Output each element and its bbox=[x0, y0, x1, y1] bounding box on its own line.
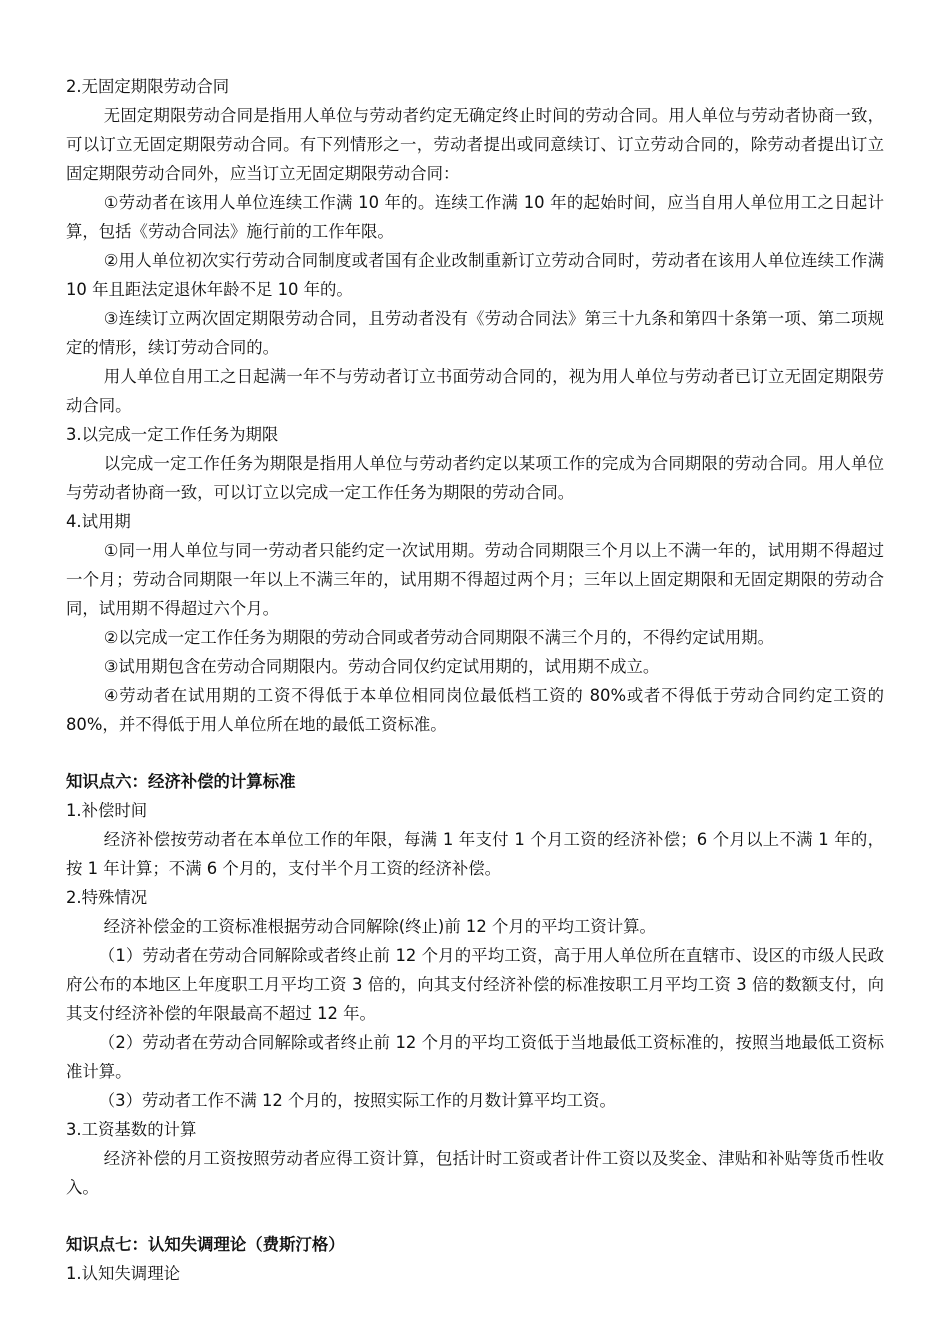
list-item: ②以完成一定工作任务为期限的劳动合同或者劳动合同期限不满三个月的，不得约定试用期。 bbox=[103, 628, 775, 647]
subheading-cognitive-dissonance: 1.认知失调理论 bbox=[66, 1264, 180, 1283]
paragraph: 用人单位自用工之日起满一年不与劳动者订立书面劳动合同的，视为用人单位与劳动者已订立无固定期限劳动合同。 bbox=[66, 367, 884, 415]
section-title-six: 知识点六：经济补偿的计算标准 bbox=[66, 772, 296, 791]
list-item: ③试用期包含在劳动合同期限内。劳动合同仅约定试用期的，试用期不成立。 bbox=[103, 657, 660, 676]
paragraph: 经济补偿按劳动者在本单位工作的年限，每满 1 年支付 1 个月工资的经济补偿；6 个月以上不满 1 年的，按 1 年计算；不满 6 个月的，支付半个月工资的经济补偿。 bbox=[66, 830, 884, 878]
paragraph: 无固定期限劳动合同是指用人单位与劳动者约定无确定终止时间的劳动合同。用人单位与劳动者协商一致，可以订立无固定期限劳动合同。有下列情形之一，劳动者提出或同意续订、订立劳动合同的，除劳动者提出订立固定期限劳动合同外，应当订立无固定期限劳动合同： bbox=[66, 106, 884, 183]
section-spacer bbox=[66, 1202, 884, 1230]
numbered-item: （1）劳动者在劳动合同解除或者终止前 12 个月的平均工资，高于用人单位所在直辖市、设区的市级人民政府公布的本地区上年度职工月平均工资 3 倍的，向其支付经济补偿的标准按职工月平均工资 3 倍的数额支付，向其支付经济补偿的年限最高不超过 12 年。 bbox=[66, 946, 884, 1023]
subheading-probation: 4.试用期 bbox=[66, 512, 131, 531]
subheading-task-term: 3.以完成一定工作任务为期限 bbox=[66, 425, 279, 444]
paragraph: 经济补偿的月工资按照劳动者应得工资计算，包括计时工资或者计件工资以及奖金、津贴和补贴等货币性收入。 bbox=[66, 1149, 884, 1197]
list-item: ①同一用人单位与同一劳动者只能约定一次试用期。劳动合同期限三个月以上不满一年的，试用期不得超过一个月；劳动合同期限一年以上不满三年的，试用期不得超过两个月；三年以上固定期限和无固定期限的劳动合同，试用期不得超过六个月。 bbox=[66, 541, 884, 618]
numbered-item: （3）劳动者工作不满 12 个月的，按照实际工作的月数计算平均工资。 bbox=[98, 1091, 616, 1110]
numbered-item: （2）劳动者在劳动合同解除或者终止前 12 个月的平均工资低于当地最低工资标准的，按照当地最低工资标准计算。 bbox=[66, 1033, 884, 1081]
list-item: ②用人单位初次实行劳动合同制度或者国有企业改制重新订立劳动合同时，劳动者在该用人单位连续工作满 10 年且距法定退休年龄不足 10 年的。 bbox=[66, 251, 884, 299]
section-spacer bbox=[66, 739, 884, 767]
list-item: ④劳动者在试用期的工资不得低于本单位相同岗位最低档工资的 80%或者不得低于劳动合同约定工资的 80%，并不得低于用人单位所在地的最低工资标准。 bbox=[66, 686, 884, 734]
list-item: ①劳动者在该用人单位连续工作满 10 年的。连续工作满 10 年的起始时间，应当自用人单位用工之日起计算，包括《劳动合同法》施行前的工作年限。 bbox=[66, 193, 884, 241]
subheading-special-cases: 2.特殊情况 bbox=[66, 888, 148, 907]
subheading-fixed-term: 2.无固定期限劳动合同 bbox=[66, 77, 230, 96]
list-item: ③连续订立两次固定期限劳动合同，且劳动者没有《劳动合同法》第三十九条和第四十条第一项、第二项规定的情形，续订劳动合同的。 bbox=[66, 309, 884, 357]
section-title-seven: 知识点七：认知失调理论（费斯汀格） bbox=[66, 1235, 345, 1254]
subheading-wage-base: 3.工资基数的计算 bbox=[66, 1120, 197, 1139]
paragraph: 以完成一定工作任务为期限是指用人单位与劳动者约定以某项工作的完成为合同期限的劳动合同。用人单位与劳动者协商一致，可以订立以完成一定工作任务为期限的劳动合同。 bbox=[66, 454, 884, 502]
paragraph: 经济补偿金的工资标准根据劳动合同解除(终止)前 12 个月的平均工资计算。 bbox=[103, 917, 656, 936]
subheading-compensation-time: 1.补偿时间 bbox=[66, 801, 148, 820]
